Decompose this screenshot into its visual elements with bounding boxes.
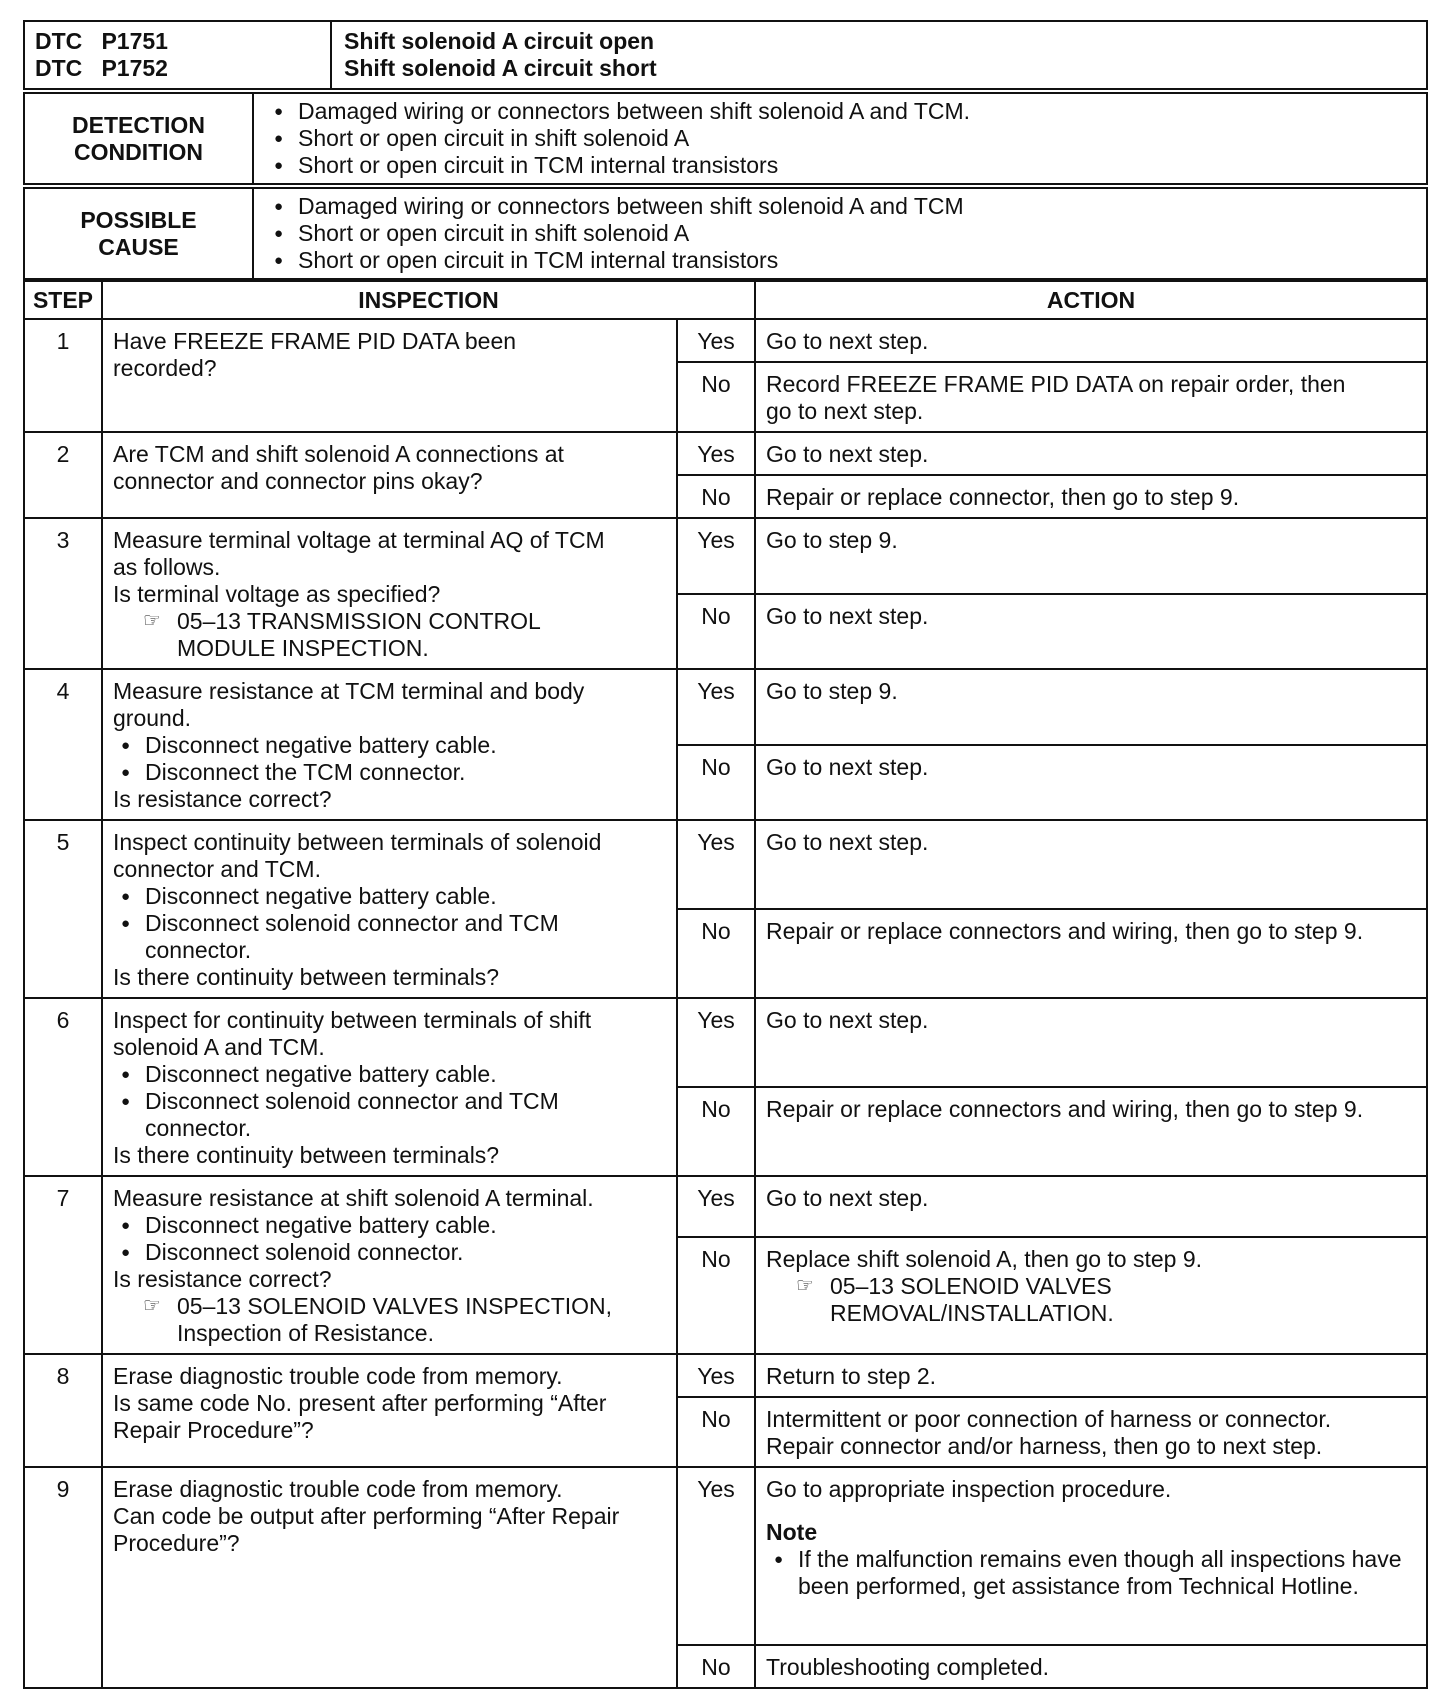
no-action	[755, 1237, 1427, 1354]
no-label: No	[677, 1397, 755, 1467]
yes-action	[755, 998, 1427, 1087]
inspection-text: Are TCM and shift solenoid A connections at	[113, 441, 564, 467]
inspection-text: Erase diagnostic trouble code from memory.	[113, 1476, 563, 1502]
no-label: No	[677, 745, 755, 821]
action-text: Intermittent or poor connection of harness or connector.	[766, 1406, 1332, 1432]
action-text: Go to step 9.	[766, 678, 898, 704]
yes-action	[755, 669, 1427, 745]
action-text: Go to next step.	[766, 1007, 929, 1033]
no-action	[755, 745, 1427, 821]
yes-label: Yes	[677, 518, 755, 594]
dtc-label: DTC	[35, 28, 83, 54]
action-text: Repair or replace connector, then go to step 9.	[766, 484, 1240, 510]
reference-hand-icon: ☞	[143, 610, 161, 632]
dtc-code-1	[35, 28, 320, 55]
inspection-question: Is there continuity between terminals?	[113, 964, 500, 990]
no-action	[755, 1397, 1427, 1467]
inspection-bullet: ● Disconnect negative battery cable.	[113, 1061, 666, 1088]
cause-item: ● Short or open circuit in shift solenoid A	[266, 220, 1416, 247]
no-label: No	[677, 594, 755, 670]
step-number: 2	[24, 432, 102, 518]
step-inspection	[102, 669, 677, 820]
step-inspection	[102, 319, 677, 432]
column-header-inspection: INSPECTION	[102, 281, 755, 319]
inspection-text: solenoid A and TCM.	[113, 1034, 325, 1060]
action-text: Go to next step.	[766, 1185, 929, 1211]
inspection-text: Measure resistance at TCM terminal and body	[113, 678, 585, 704]
inspection-text: as follows.	[113, 554, 221, 580]
step-inspection	[102, 1467, 677, 1688]
yes-label: Yes	[677, 669, 755, 745]
reference-text: REMOVAL/INSTALLATION.	[830, 1299, 1114, 1326]
inspection-text: Procedure”?	[113, 1530, 240, 1556]
step-row-8	[24, 1354, 1427, 1397]
dtc-header-table	[23, 20, 1428, 90]
no-label: No	[677, 362, 755, 432]
reference-text: 05–13 TRANSMISSION CONTROL	[177, 608, 541, 634]
steps-body	[24, 319, 1427, 1688]
step-number: 4	[24, 669, 102, 820]
step-number: 6	[24, 998, 102, 1176]
step-number: 8	[24, 1354, 102, 1467]
action-text: Repair connector and/or harness, then go to next step.	[766, 1433, 1323, 1459]
inspection-bullet: ● Disconnect the TCM connector.	[113, 759, 666, 786]
detection-item: ● Short or open circuit in shift solenoid A	[266, 125, 1416, 152]
yes-label: Yes	[677, 1467, 755, 1645]
inspection-question: Is there continuity between terminals?	[113, 1142, 500, 1168]
action-text: Repair or replace connectors and wiring, then go to step 9.	[766, 918, 1364, 944]
inspection-bullets	[113, 883, 666, 964]
yes-label: Yes	[677, 319, 755, 362]
no-action	[755, 1645, 1427, 1688]
action-text: Troubleshooting completed.	[766, 1654, 1050, 1680]
detection-item: ● Damaged wiring or connectors between shift solenoid A and TCM.	[266, 98, 1416, 125]
yes-action	[755, 319, 1427, 362]
no-action	[755, 475, 1427, 518]
inspection-text: Is terminal voltage as specified?	[113, 581, 441, 607]
label-line: POSSIBLE	[80, 206, 197, 233]
action-text: Return to step 2.	[766, 1363, 937, 1389]
inspection-bullets	[113, 1212, 666, 1266]
yes-action	[755, 820, 1427, 909]
dtc-code-value: P1751	[101, 28, 168, 54]
step-number: 1	[24, 319, 102, 432]
inspection-text: Have FREEZE FRAME PID DATA been	[113, 328, 517, 354]
step-row-9	[24, 1467, 1427, 1645]
dtc-title-1: Shift solenoid A circuit open	[344, 28, 655, 54]
detection-condition-table	[23, 92, 1428, 185]
no-label: No	[677, 1087, 755, 1176]
inspection-bullet: ● Disconnect solenoid connector and TCM connector.	[113, 1088, 666, 1142]
step-number: 7	[24, 1176, 102, 1354]
dtc-title-2: Shift solenoid A circuit short	[344, 55, 657, 81]
inspection-question: Is resistance correct?	[113, 786, 332, 812]
inspection-bullet: ● Disconnect negative battery cable.	[113, 1212, 666, 1239]
dtc-code-value: P1752	[101, 55, 168, 81]
step-inspection	[102, 1176, 677, 1354]
action-text: Go to next step.	[766, 441, 929, 467]
note-list	[766, 1546, 1416, 1600]
inspection-question: Is resistance correct?	[113, 1266, 332, 1292]
dtc-label: DTC	[35, 55, 83, 81]
label-line: CONDITION	[73, 138, 204, 165]
possible-cause-label	[24, 188, 253, 279]
step-inspection	[102, 820, 677, 998]
possible-cause-table	[23, 187, 1428, 280]
action-text: Go to next step.	[766, 602, 929, 629]
reference-hand-icon: ☞	[796, 1274, 814, 1297]
reference-text: 05–13 SOLENOID VALVES INSPECTION,	[177, 1293, 613, 1319]
yes-label: Yes	[677, 1354, 755, 1397]
yes-action	[755, 518, 1427, 594]
reference-hand-icon: ☞	[143, 1295, 161, 1317]
inspection-text: connector and TCM.	[113, 856, 321, 882]
label-line: CAUSE	[98, 233, 179, 260]
action-text: Go to next step.	[766, 829, 929, 855]
dtc-code-2	[35, 55, 320, 82]
inspection-text: connector and connector pins okay?	[113, 468, 483, 494]
detection-item: ● Short or open circuit in TCM internal transistors	[266, 152, 1416, 179]
column-header-action: ACTION	[755, 281, 1427, 319]
inspection-bullet: ● Disconnect solenoid connector.	[113, 1239, 666, 1266]
inspection-bullets	[113, 1061, 666, 1142]
no-action	[755, 594, 1427, 670]
step-row-6	[24, 998, 1427, 1087]
no-label: No	[677, 475, 755, 518]
inspection-text: Erase diagnostic trouble code from memory.	[113, 1363, 563, 1389]
no-action	[755, 909, 1427, 998]
no-action	[755, 1087, 1427, 1176]
cause-item: ● Short or open circuit in TCM internal transistors	[266, 247, 1416, 274]
column-header-step: STEP	[24, 281, 102, 319]
action-text: Go to next step.	[766, 328, 929, 354]
inspection-text: Can code be output after performing “After Repair	[113, 1503, 620, 1529]
inspection-bullet: ● Disconnect solenoid connector and TCM connector.	[113, 910, 666, 964]
action-text: Repair or replace connectors and wiring, then go to step 9.	[766, 1096, 1364, 1122]
no-label: No	[677, 1645, 755, 1688]
inspection-text: Inspect continuity between terminals of solenoid	[113, 829, 602, 855]
yes-label: Yes	[677, 998, 755, 1087]
diagnostic-procedure-sheet	[23, 20, 1428, 1689]
yes-action	[755, 1354, 1427, 1397]
action-text: Go to appropriate inspection procedure.	[766, 1476, 1172, 1502]
inspection-bullets	[113, 732, 666, 786]
possible-cause-list	[253, 188, 1427, 279]
inspection-bullet: ● Disconnect negative battery cable.	[113, 732, 666, 759]
step-row-4	[24, 669, 1427, 745]
yes-label: Yes	[677, 432, 755, 475]
step-number: 3	[24, 518, 102, 669]
yes-label: Yes	[677, 820, 755, 909]
step-row-1	[24, 319, 1427, 362]
step-row-3	[24, 518, 1427, 594]
reference-text: Inspection of Resistance.	[177, 1320, 434, 1346]
yes-action	[755, 432, 1427, 475]
no-label: No	[677, 1237, 755, 1354]
dtc-titles-cell	[331, 21, 1427, 89]
note-heading: Note	[766, 1519, 818, 1545]
action-text: Replace shift solenoid A, then go to step 9.	[766, 1245, 1203, 1272]
no-action	[755, 362, 1427, 432]
cause-item: ● Damaged wiring or connectors between shift solenoid A and TCM	[266, 193, 1416, 220]
inspection-reference	[113, 1293, 666, 1347]
inspection-text: Inspect for continuity between terminals of shift	[113, 1007, 592, 1033]
dtc-codes-cell	[24, 21, 331, 89]
step-row-5	[24, 820, 1427, 909]
yes-action	[755, 1467, 1427, 1645]
yes-action	[755, 1176, 1427, 1237]
action-text: Go to next step.	[766, 753, 929, 780]
step-inspection	[102, 998, 677, 1176]
reference-text: 05–13 SOLENOID VALVES	[830, 1272, 1112, 1299]
inspection-bullet: ● Disconnect negative battery cable.	[113, 883, 666, 910]
inspection-reference	[113, 608, 666, 662]
note-item: ● If the malfunction remains even though all inspections have been performed, get assistance from Technical Hotline.	[766, 1546, 1416, 1600]
step-inspection	[102, 1354, 677, 1467]
action-text: go to next step.	[766, 398, 924, 424]
no-label: No	[677, 909, 755, 998]
step-row-2	[24, 432, 1427, 475]
label-line: DETECTION	[72, 111, 205, 138]
inspection-text: recorded?	[113, 355, 217, 381]
inspection-text: Is same code No. present after performing “After	[113, 1390, 607, 1416]
action-reference	[766, 1273, 1416, 1327]
inspection-steps-table	[23, 280, 1428, 1689]
step-number: 5	[24, 820, 102, 998]
reference-text: MODULE INSPECTION.	[177, 635, 429, 661]
detection-condition-list	[253, 93, 1427, 184]
step-inspection	[102, 518, 677, 669]
inspection-text: Repair Procedure”?	[113, 1417, 314, 1443]
step-number: 9	[24, 1467, 102, 1688]
step-inspection	[102, 432, 677, 518]
inspection-text: Measure resistance at shift solenoid A terminal.	[113, 1185, 594, 1211]
action-text: Record FREEZE FRAME PID DATA on repair order, then	[766, 371, 1346, 397]
detection-condition-label	[24, 93, 253, 184]
inspection-text: ground.	[113, 705, 192, 731]
inspection-text: Measure terminal voltage at terminal AQ of TCM	[113, 527, 605, 553]
step-row-7	[24, 1176, 1427, 1237]
action-text: Go to step 9.	[766, 527, 898, 553]
yes-label: Yes	[677, 1176, 755, 1237]
